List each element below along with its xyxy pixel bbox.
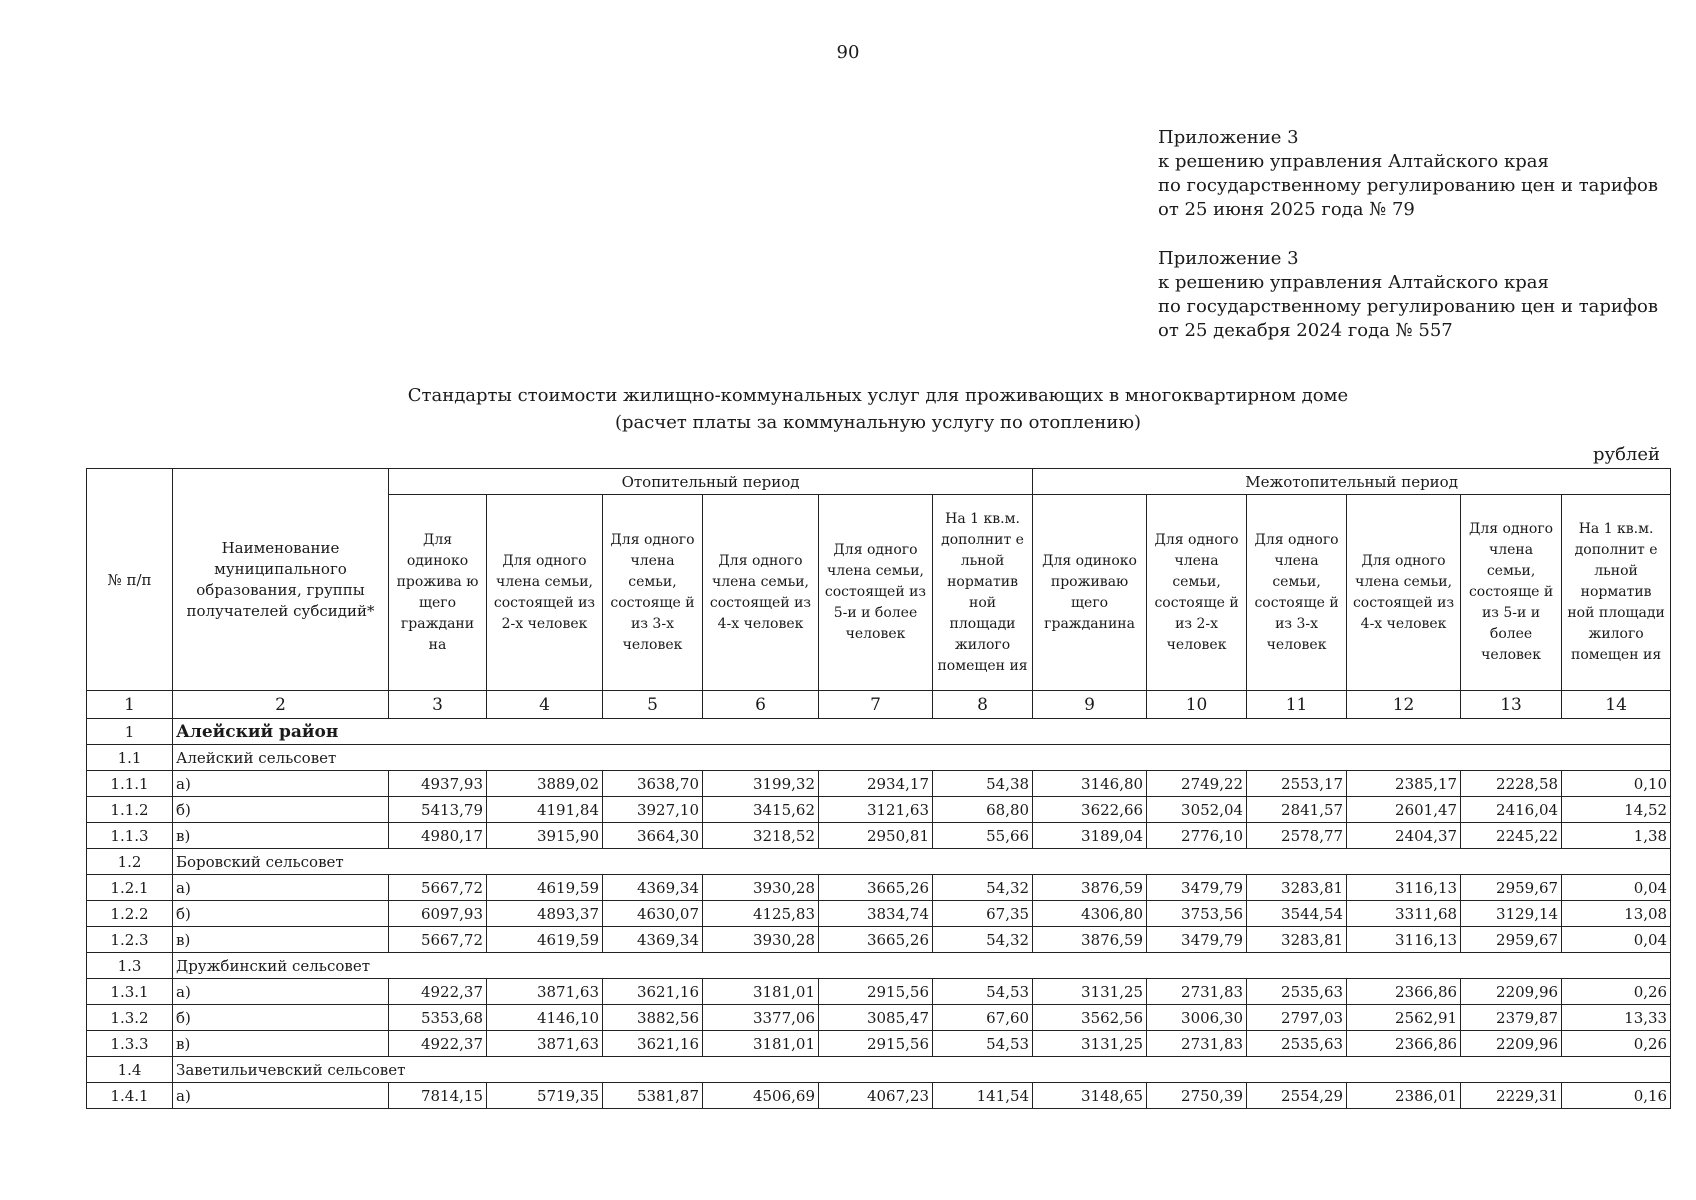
value-cell: 2366,86 xyxy=(1347,979,1461,1005)
value-cell: 3415,62 xyxy=(703,797,819,823)
header-heating-period: Отопительный период xyxy=(389,469,1033,495)
district-row xyxy=(87,719,1671,745)
value-cell: 67,60 xyxy=(933,1005,1033,1031)
value-cell: 13,08 xyxy=(1562,901,1671,927)
value-cell: 0,16 xyxy=(1562,1083,1671,1109)
value-cell: 2379,87 xyxy=(1461,1005,1562,1031)
header-heating-col: Для одиноко прожива ю щего граждани на xyxy=(389,495,487,691)
value-cell: 3927,10 xyxy=(603,797,703,823)
title-line1: Стандарты стоимости жилищно-коммунальных услуг для проживающих в многоквартирном доме xyxy=(407,385,1349,406)
settlement-number: 1.2 xyxy=(87,849,173,875)
value-cell: 3377,06 xyxy=(703,1005,819,1031)
row-group: в) xyxy=(173,1031,389,1057)
column-number-cell: 11 xyxy=(1247,691,1347,719)
value-cell: 0,10 xyxy=(1562,771,1671,797)
value-cell: 3665,26 xyxy=(819,927,933,953)
settlement-row xyxy=(87,953,1671,979)
value-cell: 3311,68 xyxy=(1347,901,1461,927)
cost-standards-table xyxy=(86,468,1671,1109)
settlement-number: 1.4 xyxy=(87,1057,173,1083)
value-cell: 5413,79 xyxy=(389,797,487,823)
value-cell: 54,38 xyxy=(933,771,1033,797)
row-group: б) xyxy=(173,797,389,823)
value-cell: 3915,90 xyxy=(487,823,603,849)
value-cell: 4067,23 xyxy=(819,1083,933,1109)
settlement-number: 1.1 xyxy=(87,745,173,771)
settlement-row xyxy=(87,849,1671,875)
appendix-previous-line3: по государственному регулированию цен и тарифов xyxy=(1158,296,1658,317)
table-row xyxy=(87,875,1671,901)
value-cell: 55,66 xyxy=(933,823,1033,849)
value-cell: 3930,28 xyxy=(703,927,819,953)
table-row xyxy=(87,979,1671,1005)
appendix-current-line1: Приложение 3 xyxy=(1158,127,1299,148)
value-cell: 3889,02 xyxy=(487,771,603,797)
value-cell: 3181,01 xyxy=(703,979,819,1005)
table-row xyxy=(87,1083,1671,1109)
value-cell: 4306,80 xyxy=(1033,901,1147,927)
row-group: б) xyxy=(173,1005,389,1031)
value-cell: 4506,69 xyxy=(703,1083,819,1109)
header-heating-col: Для одного члена семьи, состоящей из 4-х человек xyxy=(703,495,819,691)
value-cell: 0,26 xyxy=(1562,979,1671,1005)
value-cell: 4630,07 xyxy=(603,901,703,927)
value-cell: 4922,37 xyxy=(389,1031,487,1057)
value-cell: 2959,67 xyxy=(1461,927,1562,953)
value-cell: 68,80 xyxy=(933,797,1033,823)
value-cell: 2386,01 xyxy=(1347,1083,1461,1109)
row-group: в) xyxy=(173,823,389,849)
value-cell: 2731,83 xyxy=(1147,979,1247,1005)
value-cell: 2562,91 xyxy=(1347,1005,1461,1031)
value-cell: 2404,37 xyxy=(1347,823,1461,849)
appendix-previous-line2: к решению управления Алтайского края xyxy=(1158,272,1549,293)
appendix-current-line4: от 25 июня 2025 года № 79 xyxy=(1158,199,1415,220)
value-cell: 3148,65 xyxy=(1033,1083,1147,1109)
value-cell: 3283,81 xyxy=(1247,875,1347,901)
value-cell: 13,33 xyxy=(1562,1005,1671,1031)
value-cell: 3131,25 xyxy=(1033,1031,1147,1057)
value-cell: 14,52 xyxy=(1562,797,1671,823)
value-cell: 2209,96 xyxy=(1461,979,1562,1005)
value-cell: 4893,37 xyxy=(487,901,603,927)
appendix-current-line2: к решению управления Алтайского края xyxy=(1158,151,1549,172)
value-cell: 2749,22 xyxy=(1147,771,1247,797)
value-cell: 3116,13 xyxy=(1347,875,1461,901)
settlement-number: 1.3 xyxy=(87,953,173,979)
column-number-cell: 2 xyxy=(173,691,389,719)
value-cell: 3085,47 xyxy=(819,1005,933,1031)
value-cell: 3479,79 xyxy=(1147,927,1247,953)
header-name: Наименование муниципального образования, группы получателей субсидий* xyxy=(173,469,389,691)
value-cell: 2841,57 xyxy=(1247,797,1347,823)
value-cell: 2959,67 xyxy=(1461,875,1562,901)
appendix-previous-line1: Приложение 3 xyxy=(1158,248,1299,269)
table-row xyxy=(87,823,1671,849)
row-number: 1.2.3 xyxy=(87,927,173,953)
settlement-name: Алейский сельсовет xyxy=(173,745,1671,771)
value-cell: 4369,34 xyxy=(603,875,703,901)
value-cell: 2601,47 xyxy=(1347,797,1461,823)
value-cell: 3199,32 xyxy=(703,771,819,797)
value-cell: 2535,63 xyxy=(1247,979,1347,1005)
value-cell: 2750,39 xyxy=(1147,1083,1247,1109)
settlement-row xyxy=(87,745,1671,771)
value-cell: 54,53 xyxy=(933,1031,1033,1057)
row-number: 1.1.3 xyxy=(87,823,173,849)
header-interheating-period: Межотопительный период xyxy=(1033,469,1671,495)
value-cell: 4369,34 xyxy=(603,927,703,953)
value-cell: 0,04 xyxy=(1562,927,1671,953)
value-cell: 3189,04 xyxy=(1033,823,1147,849)
column-number-cell: 9 xyxy=(1033,691,1147,719)
value-cell: 5719,35 xyxy=(487,1083,603,1109)
value-cell: 2731,83 xyxy=(1147,1031,1247,1057)
row-number: 1.2.2 xyxy=(87,901,173,927)
page-number: 90 xyxy=(836,42,860,63)
value-cell: 5353,68 xyxy=(389,1005,487,1031)
column-number-cell: 13 xyxy=(1461,691,1562,719)
value-cell: 2776,10 xyxy=(1147,823,1247,849)
value-cell: 2366,86 xyxy=(1347,1031,1461,1057)
value-cell: 1,38 xyxy=(1562,823,1671,849)
header-interheating-col: Для одного члена семьи, состояще й из 2-х человек xyxy=(1147,495,1247,691)
appendix-current-line3: по государственному регулированию цен и тарифов xyxy=(1158,175,1658,196)
column-number-row xyxy=(87,691,1671,719)
column-number-cell: 10 xyxy=(1147,691,1247,719)
value-cell: 2950,81 xyxy=(819,823,933,849)
header-interheating-col: Для одиноко проживаю щего гражданина xyxy=(1033,495,1147,691)
value-cell: 4146,10 xyxy=(487,1005,603,1031)
value-cell: 141,54 xyxy=(933,1083,1033,1109)
header-interheating-col: На 1 кв.м. дополнит е льной норматив ной площади жилого помещен ия xyxy=(1562,495,1671,691)
value-cell: 2209,96 xyxy=(1461,1031,1562,1057)
value-cell: 0,04 xyxy=(1562,875,1671,901)
row-group: а) xyxy=(173,979,389,1005)
column-number-cell: 14 xyxy=(1562,691,1671,719)
table-row xyxy=(87,901,1671,927)
column-number-cell: 6 xyxy=(703,691,819,719)
value-cell: 3753,56 xyxy=(1147,901,1247,927)
value-cell: 3876,59 xyxy=(1033,875,1147,901)
header-interheating-col: Для одного члена семьи, состояще й из 3-х человек xyxy=(1247,495,1347,691)
value-cell: 3871,63 xyxy=(487,1031,603,1057)
value-cell: 2385,17 xyxy=(1347,771,1461,797)
value-cell: 54,53 xyxy=(933,979,1033,1005)
header-heating-col: Для одного члена семьи, состоящей из 5-и и более человек xyxy=(819,495,933,691)
settlement-row xyxy=(87,1057,1671,1083)
value-cell: 3129,14 xyxy=(1461,901,1562,927)
row-group: а) xyxy=(173,875,389,901)
appendix-previous xyxy=(1158,247,1658,343)
column-number-cell: 12 xyxy=(1347,691,1461,719)
value-cell: 7814,15 xyxy=(389,1083,487,1109)
value-cell: 2245,22 xyxy=(1461,823,1562,849)
value-cell: 4191,84 xyxy=(487,797,603,823)
value-cell: 3876,59 xyxy=(1033,927,1147,953)
value-cell: 3562,56 xyxy=(1033,1005,1147,1031)
value-cell: 4619,59 xyxy=(487,927,603,953)
value-cell: 3006,30 xyxy=(1147,1005,1247,1031)
value-cell: 2797,03 xyxy=(1247,1005,1347,1031)
value-cell: 3664,30 xyxy=(603,823,703,849)
value-cell: 5667,72 xyxy=(389,875,487,901)
value-cell: 3116,13 xyxy=(1347,927,1461,953)
value-cell: 3131,25 xyxy=(1033,979,1147,1005)
value-cell: 3621,16 xyxy=(603,979,703,1005)
units-label: рублей xyxy=(1592,444,1660,465)
value-cell: 2578,77 xyxy=(1247,823,1347,849)
header-heating-col: Для одного члена семьи, состояще й из 3-х человек xyxy=(603,495,703,691)
value-cell: 2229,31 xyxy=(1461,1083,1562,1109)
table-row xyxy=(87,1031,1671,1057)
value-cell: 3479,79 xyxy=(1147,875,1247,901)
value-cell: 4980,17 xyxy=(389,823,487,849)
value-cell: 3622,66 xyxy=(1033,797,1147,823)
value-cell: 5381,87 xyxy=(603,1083,703,1109)
header-interheating-col: Для одного члена семьи, состояще й из 5-и и более человек xyxy=(1461,495,1562,691)
table-row xyxy=(87,1005,1671,1031)
row-number: 1.3.2 xyxy=(87,1005,173,1031)
value-cell: 2915,56 xyxy=(819,979,933,1005)
row-group: в) xyxy=(173,927,389,953)
value-cell: 4125,83 xyxy=(703,901,819,927)
value-cell: 54,32 xyxy=(933,927,1033,953)
value-cell: 3834,74 xyxy=(819,901,933,927)
value-cell: 5667,72 xyxy=(389,927,487,953)
appendix-current xyxy=(1158,126,1658,222)
document-title xyxy=(0,382,1696,436)
header-heating-col: Для одного члена семьи, состоящей из 2-х человек xyxy=(487,495,603,691)
value-cell: 2554,29 xyxy=(1247,1083,1347,1109)
value-cell: 3621,16 xyxy=(603,1031,703,1057)
table-row xyxy=(87,771,1671,797)
value-cell: 2553,17 xyxy=(1247,771,1347,797)
row-number: 1.3.1 xyxy=(87,979,173,1005)
value-cell: 2228,58 xyxy=(1461,771,1562,797)
header-interheating-col: Для одного члена семьи, состоящей из 4-х человек xyxy=(1347,495,1461,691)
row-number: 1.3.3 xyxy=(87,1031,173,1057)
row-number: 1.4.1 xyxy=(87,1083,173,1109)
value-cell: 67,35 xyxy=(933,901,1033,927)
value-cell: 3665,26 xyxy=(819,875,933,901)
value-cell: 2915,56 xyxy=(819,1031,933,1057)
settlement-name: Заветильичевский сельсовет xyxy=(173,1057,1671,1083)
settlement-name: Боровский сельсовет xyxy=(173,849,1671,875)
value-cell: 6097,93 xyxy=(389,901,487,927)
table-row xyxy=(87,927,1671,953)
value-cell: 3218,52 xyxy=(703,823,819,849)
value-cell: 0,26 xyxy=(1562,1031,1671,1057)
value-cell: 54,32 xyxy=(933,875,1033,901)
row-group: а) xyxy=(173,771,389,797)
value-cell: 4922,37 xyxy=(389,979,487,1005)
value-cell: 3283,81 xyxy=(1247,927,1347,953)
value-cell: 3181,01 xyxy=(703,1031,819,1057)
value-cell: 3638,70 xyxy=(603,771,703,797)
title-line2: (расчет платы за коммунальную услугу по отоплению) xyxy=(614,412,1142,433)
value-cell: 3882,56 xyxy=(603,1005,703,1031)
district-name: Алейский район xyxy=(173,719,1671,745)
value-cell: 4619,59 xyxy=(487,875,603,901)
appendix-previous-line4: от 25 декабря 2024 года № 557 xyxy=(1158,320,1453,341)
value-cell: 2416,04 xyxy=(1461,797,1562,823)
row-number: 1.2.1 xyxy=(87,875,173,901)
column-number-cell: 5 xyxy=(603,691,703,719)
settlement-name: Дружбинский сельсовет xyxy=(173,953,1671,979)
value-cell: 4937,93 xyxy=(389,771,487,797)
row-number: 1.1.1 xyxy=(87,771,173,797)
value-cell: 3052,04 xyxy=(1147,797,1247,823)
value-cell: 3121,63 xyxy=(819,797,933,823)
row-group: а) xyxy=(173,1083,389,1109)
value-cell: 3146,80 xyxy=(1033,771,1147,797)
column-number-cell: 4 xyxy=(487,691,603,719)
header-heating-col: На 1 кв.м. дополнит е льной норматив ной площади жилого помещен ия xyxy=(933,495,1033,691)
value-cell: 3930,28 xyxy=(703,875,819,901)
row-number: 1.1.2 xyxy=(87,797,173,823)
column-number-cell: 3 xyxy=(389,691,487,719)
district-number: 1 xyxy=(87,719,173,745)
header-number: № п/п xyxy=(87,469,173,691)
value-cell: 2934,17 xyxy=(819,771,933,797)
table-row xyxy=(87,797,1671,823)
column-number-cell: 8 xyxy=(933,691,1033,719)
column-number-cell: 7 xyxy=(819,691,933,719)
value-cell: 3871,63 xyxy=(487,979,603,1005)
value-cell: 3544,54 xyxy=(1247,901,1347,927)
value-cell: 2535,63 xyxy=(1247,1031,1347,1057)
row-group: б) xyxy=(173,901,389,927)
column-number-cell: 1 xyxy=(87,691,173,719)
